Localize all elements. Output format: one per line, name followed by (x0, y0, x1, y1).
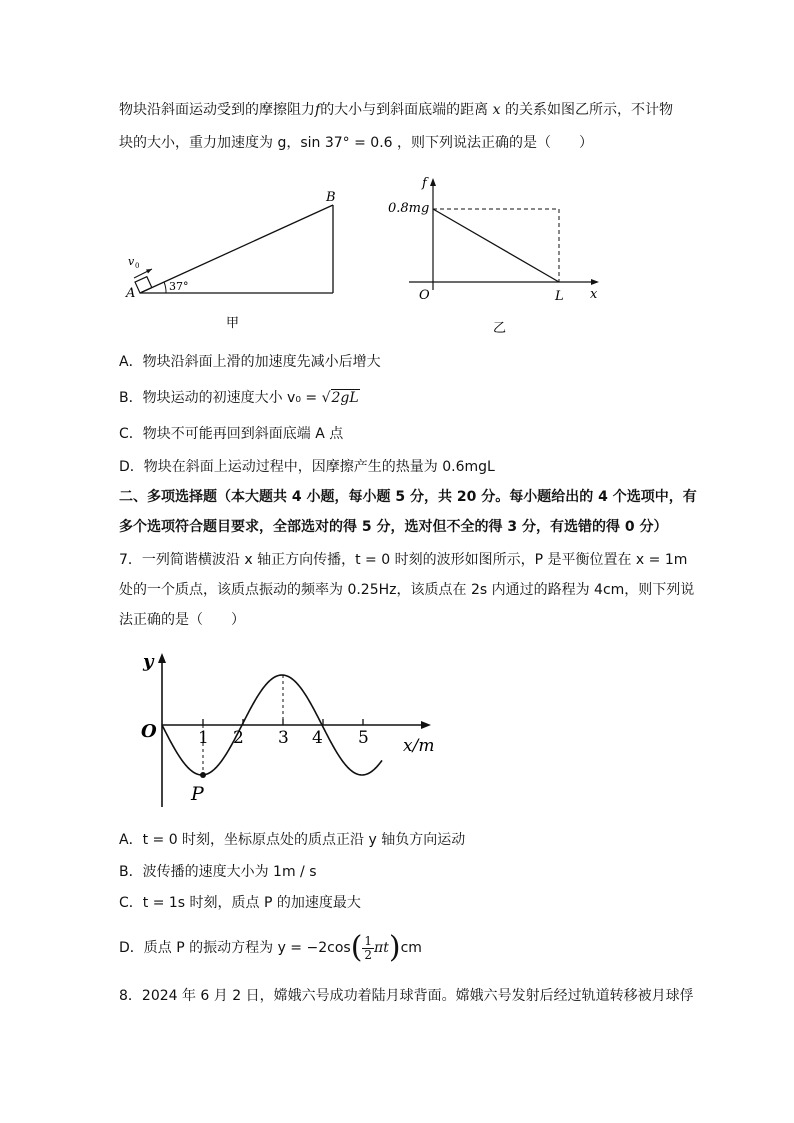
figure-jia-incline (120, 185, 350, 335)
fig-yi-axis-f: f (422, 176, 427, 191)
fig-yi-label-y: 0.8mg (388, 201, 430, 216)
q7-option-b[interactable]: B．波传播的速度大小为 1m / s (119, 864, 317, 880)
q7-stem-line1: 7．一列简谐横波沿 x 轴正方向传播，t = 0 时刻的波形如图所示，P 是平衡位置在 x = 1m (119, 552, 688, 568)
graph-tick-1: 1 (198, 728, 209, 748)
q6-option-c[interactable]: C．物块不可能再回到斜面底端 A 点 (119, 426, 344, 442)
q7-option-c[interactable]: C．t = 1s 时刻，质点 P 的加速度最大 (119, 895, 361, 911)
fig-jia-label-angle: 37° (169, 280, 189, 293)
q7-stem-line3: 法正确的是（ ） (119, 612, 245, 628)
q7-option-d[interactable]: D．质点 P 的振动方程为 y = −2cos( $\frac{1}{2}$ πt)cm (119, 930, 422, 965)
graph-axis-x: x/m (403, 736, 435, 756)
q7-wave-graph (135, 645, 455, 815)
q6-intro-line1: 物块沿斜面运动受到的摩擦阻力f的大小与到斜面底端的距离 x 的关系如图乙所示，不计物 (119, 102, 673, 118)
graph-origin: O (141, 721, 157, 742)
fig-yi-origin: O (419, 288, 430, 303)
graph-point-p-label: P (191, 783, 204, 805)
q8-stem-line1: 8．2024 年 6 月 2 日，嫦娥六号成功着陆月球背面。嫦娥六号发射后经过轨道转移被月球俘 (119, 988, 694, 1004)
fig-jia-label-b: B (326, 190, 336, 205)
graph-tick-5: 5 (358, 728, 369, 748)
point-p (200, 772, 206, 778)
fig-jia-caption: 甲 (226, 316, 240, 331)
fig-jia-label-a: A (126, 286, 136, 301)
fig-jia-label-v0: v (128, 255, 135, 268)
q6-option-a[interactable]: A．物块沿斜面上滑的加速度先减小后增大 (119, 354, 381, 370)
section2-heading-line2: 多个选项符合题目要求，全部选对的得 5 分，选对但不全的得 3 分，有选错的得 0 分） (119, 519, 668, 535)
graph-tick-4: 4 (312, 728, 323, 748)
q6-option-d[interactable]: D．物块在斜面上运动过程中，因摩擦产生的热量为 0.6mgL (119, 459, 495, 475)
section2-heading-line1: 二、多项选择题（本大题共 4 小题，每小题 5 分，共 20 分。每小题给出的 4 个选项中，有 (119, 489, 697, 505)
q7-option-a[interactable]: A．t = 0 时刻，坐标原点处的质点正沿 y 轴负方向运动 (119, 832, 466, 848)
fig-jia-label-v0-sub: 0 (135, 262, 140, 270)
fig-yi-label-l: L (555, 289, 564, 304)
graph-axis-y: y (143, 651, 154, 672)
graph-tick-3: 3 (278, 728, 289, 748)
fig-yi-axis-x: x (590, 287, 598, 302)
q7-stem-line2: 处的一个质点，该质点振动的频率为 0.25Hz，该质点在 2s 内通过的路程为 4cm，则下列说 (119, 582, 695, 598)
q6-option-b[interactable]: B．物块运动的初速度大小 v₀ = √2gL (119, 390, 359, 406)
q6-intro-line2: 块的大小，重力加速度为 g，sin 37° = 0.6 ，则下列说法正确的是（ ） (119, 135, 594, 151)
figure-yi-friction-graph (375, 172, 615, 337)
fig-yi-caption: 乙 (493, 321, 507, 336)
graph-tick-2: 2 (233, 728, 244, 748)
